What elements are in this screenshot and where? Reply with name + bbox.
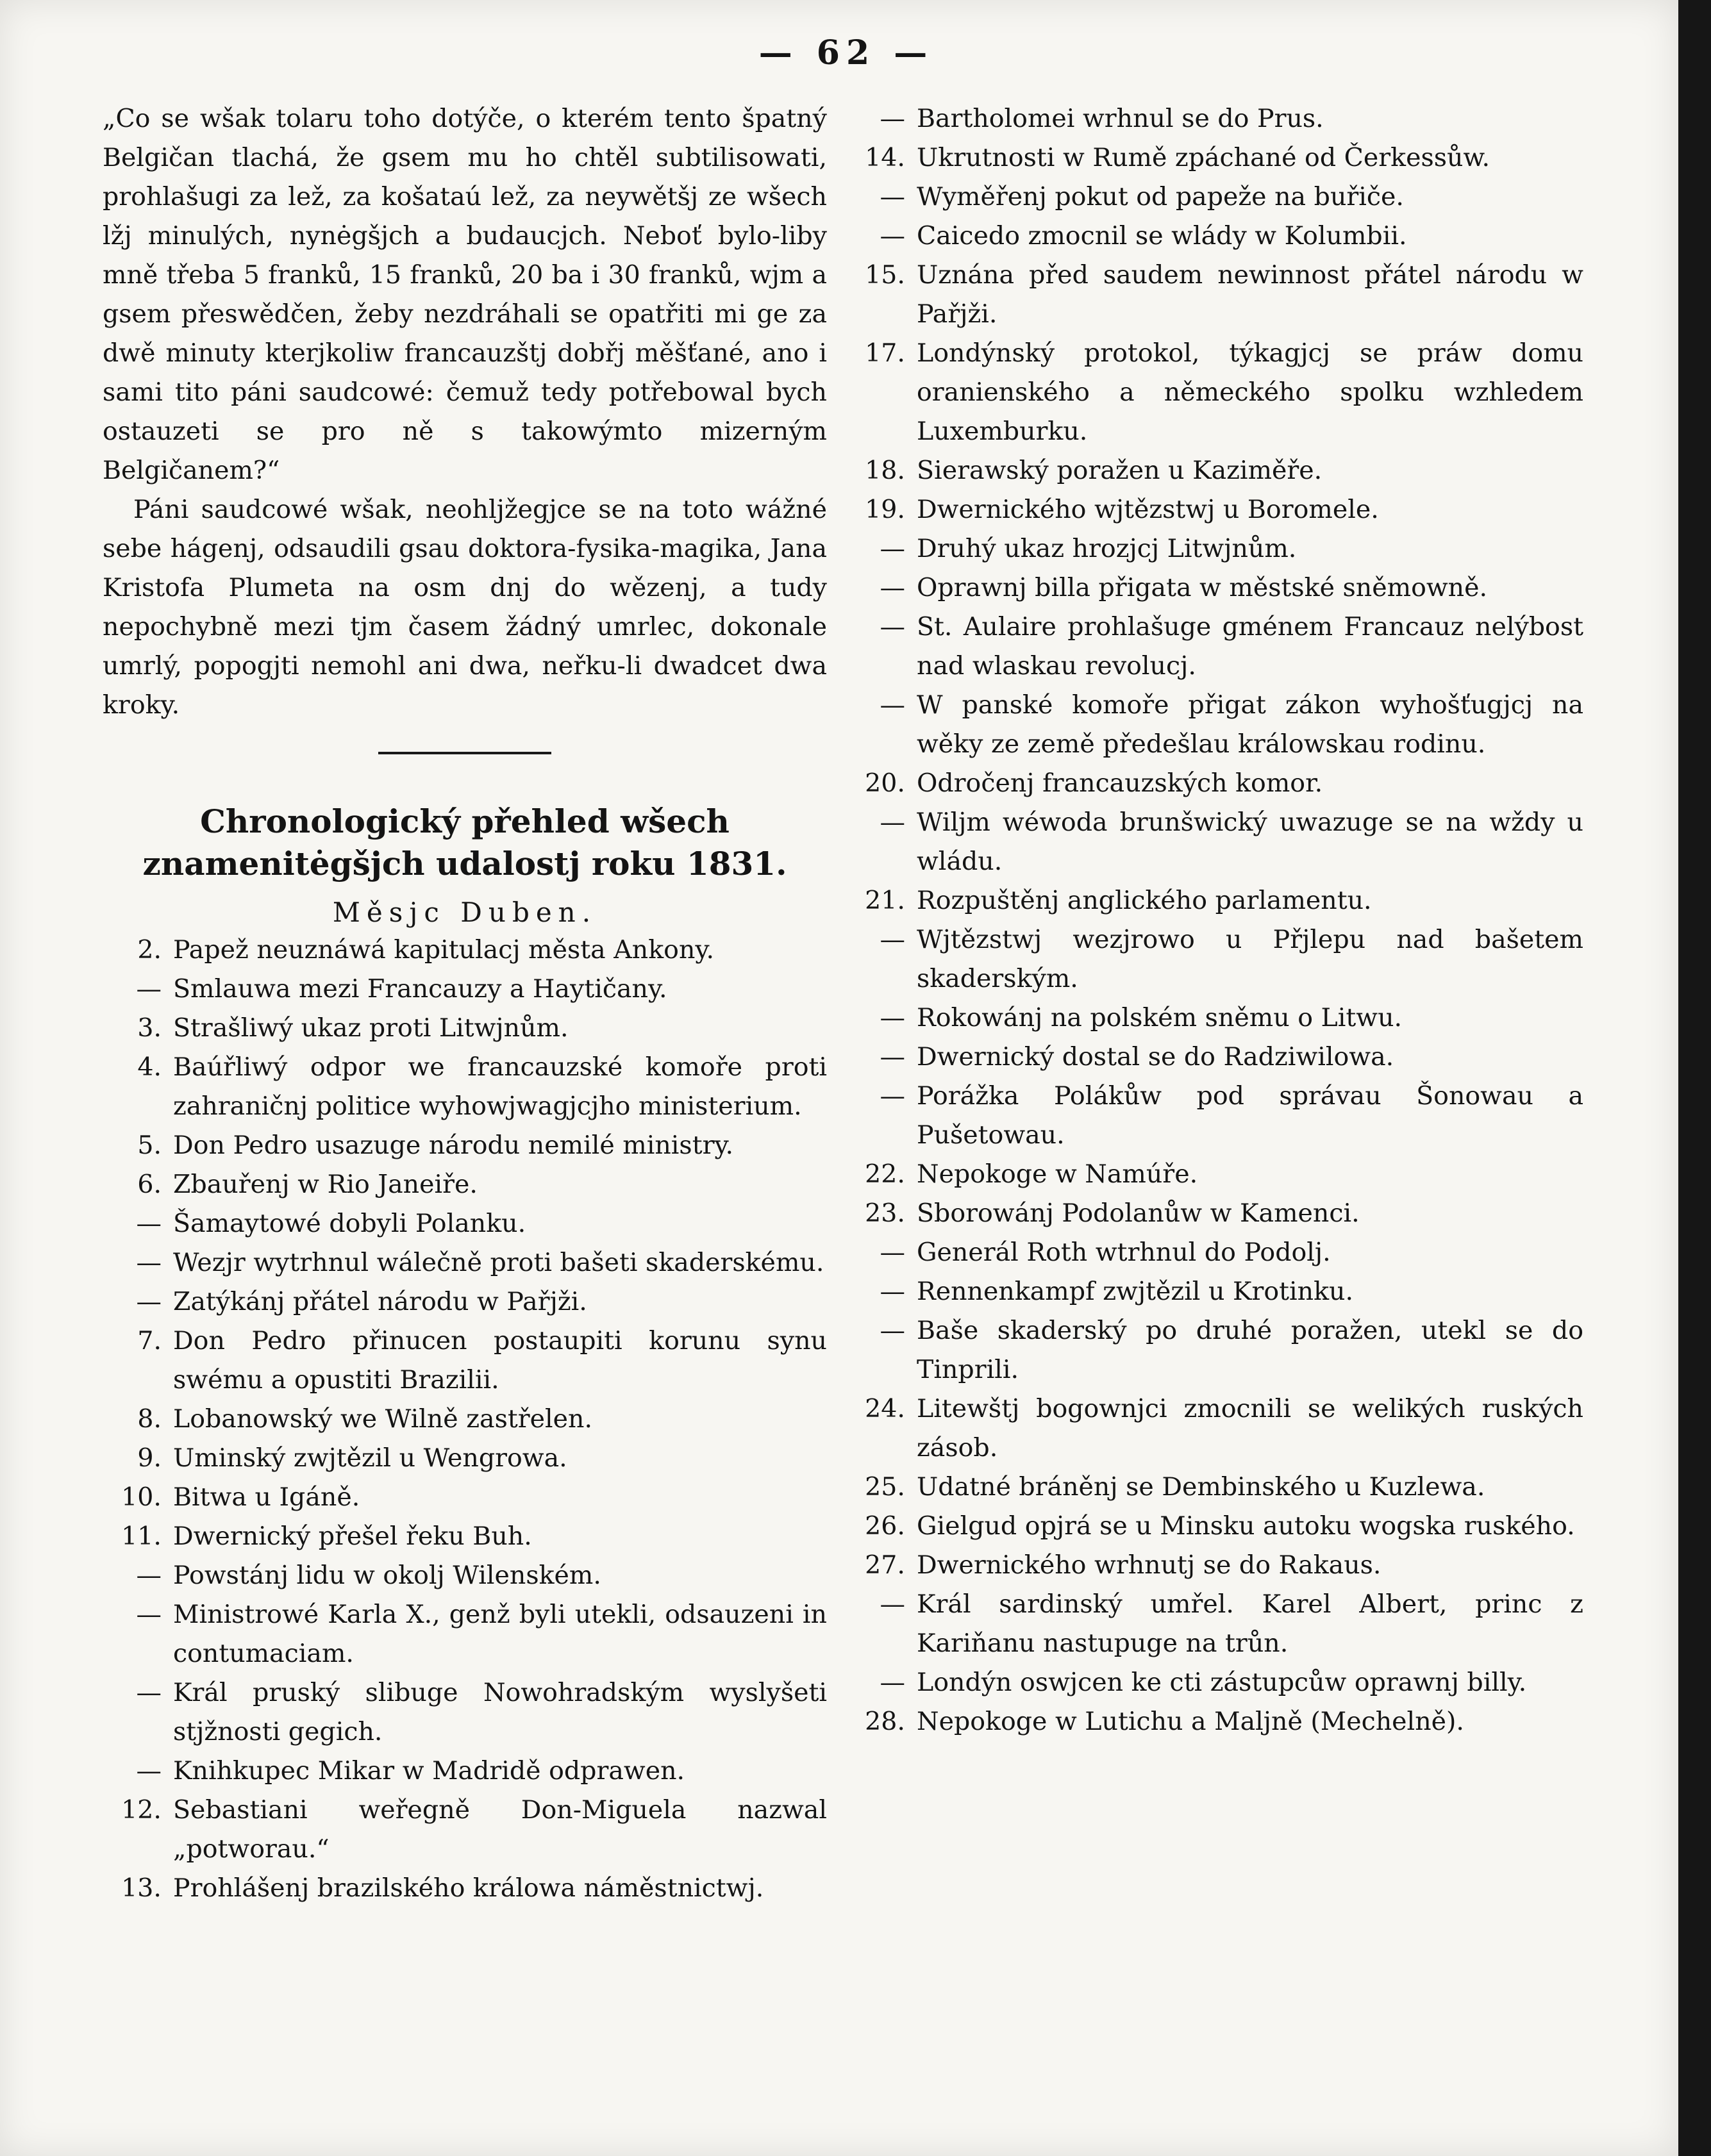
entry-day: — [880, 104, 905, 133]
chronology-list-left [103, 931, 827, 1908]
chronology-entry [103, 1126, 827, 1165]
entry-day: 27. [865, 1550, 905, 1580]
entry-text: Wiljm wéwoda brunšwický uwazuge se na wždy u wládu. [917, 808, 1583, 876]
entry-text: Udatné bráněnj se Dembinského u Kuzlewa. [917, 1472, 1485, 1502]
entry-day: 19. [865, 495, 905, 524]
chronology-entry [859, 1155, 1583, 1194]
entry-text: Litewštj bogownjci zmocnili se welikých ruských zásob. [917, 1394, 1583, 1463]
page-number: — 62 — [758, 33, 934, 72]
entry-day: 5. [137, 1131, 162, 1160]
entry-text: Baše skaderský po druhé poražen, utekl se do Tinprili. [917, 1316, 1583, 1384]
entry-text: Ministrowé Karla X., genž byli utekli, odsauzeni in contumaciam. [173, 1600, 827, 1668]
chronology-entry [859, 178, 1583, 217]
entry-day: — [880, 182, 905, 211]
entry-day: — [136, 1756, 162, 1786]
entry-day: 10. [121, 1482, 162, 1512]
entry-text: Rennenkampf zwjtězil u Krotinku. [917, 1277, 1354, 1306]
chronology-entry [859, 529, 1583, 568]
entry-day: 11. [121, 1522, 162, 1551]
entry-day: — [136, 1248, 162, 1277]
chronology-entry [859, 1468, 1583, 1507]
entry-day: 24. [865, 1394, 905, 1423]
chronology-entry [859, 1389, 1583, 1468]
entry-text: Porážka Polákůw pod správau Šonowau a Pušetowau. [917, 1081, 1583, 1150]
entry-text: Don Pedro usazuge národu nemilé ministry. [173, 1131, 734, 1160]
chronology-entry [859, 1233, 1583, 1272]
chronology-entry [103, 1869, 827, 1908]
chronology-entry [103, 1478, 827, 1517]
entry-text: St. Aulaire prohlašuge gménem Francauz nelýbost nad wlaskau revolucj. [917, 612, 1583, 681]
entry-day: 7. [137, 1326, 162, 1356]
entry-text: Zbauřenj w Rio Janeiře. [173, 1170, 478, 1199]
entry-day: 28. [865, 1707, 905, 1736]
chronology-entry [859, 686, 1583, 764]
entry-text: Knihkupec Mikar w Madridě odprawen. [173, 1756, 685, 1786]
entry-day: — [880, 573, 905, 602]
entry-day: 18. [865, 456, 905, 485]
entry-text: Král pruský slibuge Nowohradským wyslyšeti stjžnosti gegich. [173, 1678, 827, 1746]
entry-day: — [880, 221, 905, 251]
chronology-entry [859, 256, 1583, 334]
entry-day: 3. [137, 1013, 162, 1043]
entry-day: 17. [865, 338, 905, 368]
chronology-entry [103, 1009, 827, 1048]
chronology-entry [859, 217, 1583, 256]
chronology-entry [859, 99, 1583, 138]
entry-text: Bitwa u Igáně. [173, 1482, 360, 1512]
chronology-heading: Chronologický přehled wšech znamenitėgšjch udalostj roku 1831. [142, 802, 787, 883]
chronology-entry [859, 1311, 1583, 1389]
chronology-entry [103, 1165, 827, 1204]
entry-day: — [880, 1003, 905, 1032]
chronology-entry [103, 1791, 827, 1869]
entry-day: — [880, 1668, 905, 1697]
chronology-list-right [859, 99, 1583, 1741]
entry-text: Dwernického wjtězstwj u Boromele. [917, 495, 1379, 524]
chronology-entry [103, 1595, 827, 1673]
entry-day: — [136, 1561, 162, 1590]
chronology-entry [859, 568, 1583, 608]
entry-day: 22. [865, 1159, 905, 1189]
chronology-entry [103, 1673, 827, 1752]
chronology-entry [103, 1752, 827, 1791]
entry-day: — [880, 534, 905, 563]
entry-text: Lobanowský we Wilně zastřelen. [173, 1404, 593, 1434]
entry-text: Gielgud opjrá se u Minsku autoku wogska ruského. [917, 1511, 1575, 1541]
entry-text: Bartholomei wrhnul se do Prus. [917, 104, 1324, 133]
chronology-entry [859, 1702, 1583, 1741]
entry-text: Ukrutnosti w Rumě zpáchané od Čerkessůw. [917, 143, 1490, 172]
chronology-entry [859, 803, 1583, 881]
entry-day: — [880, 925, 905, 954]
entry-text: Šamaytowé dobyli Polanku. [173, 1209, 526, 1238]
entry-day: 15. [865, 260, 905, 290]
entry-day: — [136, 1600, 162, 1629]
chronology-entry [859, 138, 1583, 178]
chronology-entry [103, 931, 827, 970]
entry-text: Londýnský protokol, týkagjcj se práw domu oranienského a německého spolku wzhledem Luxemburku. [917, 338, 1583, 446]
entry-text: Papež neuznáwá kapitulacj města Ankony. [173, 935, 715, 965]
entry-text: Dwernický dostal se do Radziwilowa. [917, 1042, 1394, 1072]
entry-text: Londýn oswjcen ke cti zástupcůw oprawnj billy. [917, 1668, 1527, 1697]
entry-day: — [880, 612, 905, 642]
entry-text: Wezjr wytrhnul wálečně proti bašeti skaderskému. [173, 1248, 824, 1277]
entry-day: — [880, 1238, 905, 1267]
right-column [859, 99, 1583, 1741]
chronology-entry [859, 1507, 1583, 1546]
entry-day: — [880, 1081, 905, 1111]
entry-day: — [880, 1316, 905, 1345]
entry-text: Prohlášenj brazilského králowa náměstnictwj. [173, 1873, 764, 1903]
entry-day: 6. [137, 1170, 162, 1199]
entry-day: — [136, 974, 162, 1004]
entry-text: Rokowánj na polském sněmu o Litwu. [917, 1003, 1403, 1032]
entry-text: Král sardinský umřel. Karel Albert, princ z Kariňanu nastupuge na trůn. [917, 1589, 1583, 1658]
section-divider [378, 752, 551, 754]
chronology-entry [103, 1282, 827, 1322]
entry-text: Uznána před saudem newinnost přátel národu w Pařjži. [917, 260, 1583, 329]
entry-day: — [880, 1277, 905, 1306]
intro-paragraph: Páni saudcowé wšak, neohljžegjce se na toto wážné sebe hágenj, odsaudili gsau doktora-fysika-magika, Jana Kristofa Plumeta na osm dnj do wězenj, a tudy nepochybně mezi tjm časem žádný umrlec, dokonale umrlý, popogjti nemohl ani dwa, neřku-li dwadcet dwa kroky. [103, 495, 827, 720]
chronology-entry [859, 1077, 1583, 1155]
entry-day: — [880, 1589, 905, 1619]
chronology-entry [859, 881, 1583, 920]
entry-day: — [136, 1678, 162, 1707]
entry-text: Zatýkánj přátel národu w Pařjži. [173, 1287, 587, 1316]
entry-day: 23. [865, 1198, 905, 1228]
entry-day: 4. [137, 1052, 162, 1082]
entry-day: 2. [137, 935, 162, 965]
entry-text: Wyměřenj pokut od papeže na buřiče. [917, 182, 1404, 211]
chronology-entry [103, 1400, 827, 1439]
chronology-entry [859, 1585, 1583, 1663]
entry-text: Sebastiani weřegně Don-Miguela nazwal „potworau.“ [173, 1795, 827, 1864]
chronology-entry [859, 1194, 1583, 1233]
entry-text: Odročenj francauzských komor. [917, 768, 1323, 798]
chronology-entry [103, 1322, 827, 1400]
entry-text: Strašliwý ukaz proti Litwjnům. [173, 1013, 569, 1043]
chronology-entry [859, 608, 1583, 686]
entry-text: Sborowánj Podolanůw w Kamenci. [917, 1198, 1360, 1228]
entry-text: W panské komoře přigat zákon wyhošťugjcj na wěky ze země předešlau králowskau rodinu. [917, 690, 1583, 759]
chronology-entry [859, 1663, 1583, 1702]
entry-day: 14. [865, 143, 905, 172]
chronology-entry [103, 1556, 827, 1595]
chronology-entry [859, 334, 1583, 451]
entry-text: Don Pedro přinucen postaupiti korunu synu swému a opustiti Brazilii. [173, 1326, 827, 1395]
entry-day: 21. [865, 886, 905, 915]
entry-text: Wjtězstwj wezjrowo u Přjlepu nad bašetem skaderským. [917, 925, 1583, 993]
entry-day: 20. [865, 768, 905, 798]
chronology-entry [859, 920, 1583, 999]
left-column [103, 99, 827, 1908]
chronology-entry [859, 999, 1583, 1038]
entry-text: Baúřliwý odpor we francauzské komoře proti zahraničnj politice wyhowjwagjcjho ministerium. [173, 1052, 827, 1121]
chronology-entry [859, 1272, 1583, 1311]
entry-day: 8. [137, 1404, 162, 1434]
entry-day: 13. [121, 1873, 162, 1903]
entry-text: Dwernického wrhnutj se do Rakaus. [917, 1550, 1381, 1580]
entry-text: Sierawský poražen u Kaziměře. [917, 456, 1323, 485]
entry-day: 26. [865, 1511, 905, 1541]
entry-day: — [136, 1287, 162, 1316]
entry-text: Uminský zwjtězil u Wengrowa. [173, 1443, 567, 1473]
chronology-entry [103, 1048, 827, 1126]
entry-text: Dwernický přešel řeku Buh. [173, 1522, 532, 1551]
chronology-entry [103, 1204, 827, 1243]
entry-text: Powstánj lidu w okolj Wilenském. [173, 1561, 601, 1590]
chronology-entry [103, 1439, 827, 1478]
entry-day: — [880, 1042, 905, 1072]
chronology-entry [859, 490, 1583, 529]
chronology-entry [859, 1038, 1583, 1077]
chronology-entry [859, 451, 1583, 490]
entry-day: — [880, 690, 905, 720]
entry-day: 25. [865, 1472, 905, 1502]
entry-text: Nepokoge w Lutichu a Maljně (Mechelně). [917, 1707, 1464, 1736]
entry-day: — [136, 1209, 162, 1238]
month-heading: Měsjc Duben. [332, 897, 597, 928]
entry-day: — [880, 808, 905, 837]
chronology-entry [103, 1243, 827, 1282]
entry-text: Generál Roth wtrhnul do Podolj. [917, 1238, 1331, 1267]
entry-text: Smlauwa mezi Francauzy a Haytičany. [173, 974, 667, 1004]
chronology-entry [103, 970, 827, 1009]
entry-text: Nepokoge w Namúře. [917, 1159, 1198, 1189]
chronology-entry [103, 1517, 827, 1556]
entry-text: Rozpuštěnj anglického parlamentu. [917, 886, 1372, 915]
intro-paragraph: „Co se wšak tolaru toho dotýče, o kterém tento špatný Belgičan tlachá, že gsem mu ho chtěl subtilisowati, prohlašugi za lež, za košataú lež, za neywětšj ze wšech lžj minulých, nynėgšjch a budaucjch. Neboť bylo-liby mně třeba 5 franků, 15 franků, 20 ba i 30 franků, wjm a gsem přeswědčen, žeby nezdráhali se opatřiti mi ge za dwě minuty kterjkoliw francauzštj dobřj měšťané, ano i sami tito páni saudcowé: čemuž tedy potřebowal bych ostauzeti se pro ně s takowýmto mizerným Belgičanem?“ [103, 104, 827, 485]
entry-day: 12. [121, 1795, 162, 1825]
entry-text: Druhý ukaz hrozjcj Litwjnům. [917, 534, 1297, 563]
chronology-entry [859, 1546, 1583, 1585]
chronology-entry [859, 764, 1583, 803]
entry-text: Oprawnj billa přigata w městské sněmowně. [917, 573, 1488, 602]
entry-text: Caicedo zmocnil se wlády w Kolumbii. [917, 221, 1407, 251]
entry-day: 9. [137, 1443, 162, 1473]
